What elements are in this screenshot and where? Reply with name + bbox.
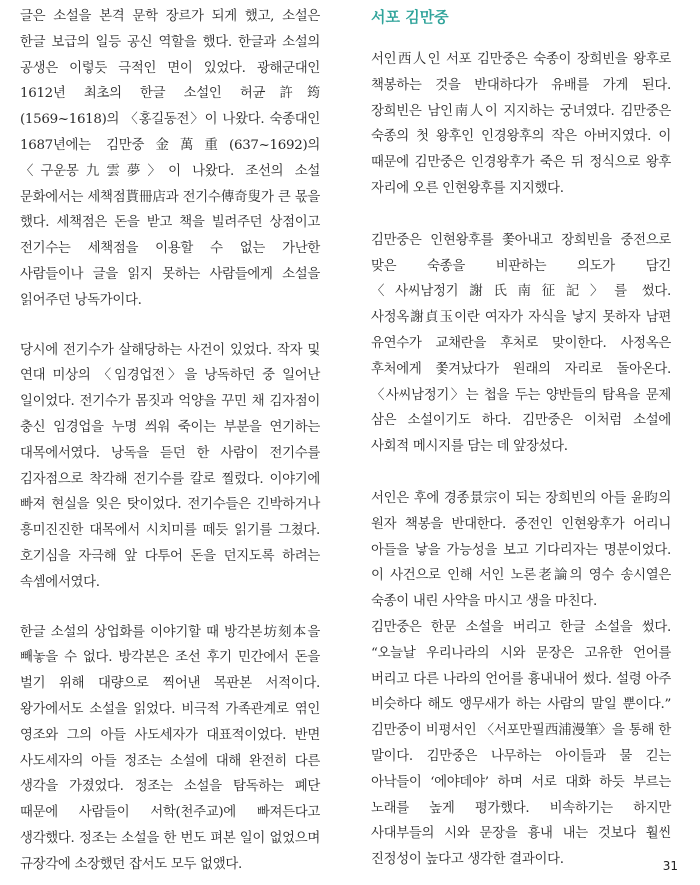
sidebar-column bbox=[371, 0, 671, 873]
main-text-column bbox=[20, 0, 320, 878]
sidebar-paragraph: 김만중은 인현왕후를 쫓아내고 장희빈을 중전으로 맞은 숙종을 비판하는 의도가 담긴 〈사씨남정기謝氏南征記〉를 썼다. 사정옥謝貞玉이란 여자가 자식을 낳지 못하자 남편 유연수가 교채란을 후처로 맞이한다. 사정옥은 후처에게 쫓겨났다가 원래의 자리로 돌아온다. 〈사씨남정기〉는 첩을 두는 양반들의 탐욕을 문제 삼은 소설이기도 하다. 김만중은 이처럼 소설에 사회적 메시지를 담는 데 앞장섰다. bbox=[371, 232, 671, 455]
sidebar-paragraph: 서인은 후에 경종景宗이 되는 장희빈의 아들 윤昀의 원자 책봉을 반대한다. 중전인 인현왕후가 어리니 아들을 낳을 가능성을 보고 기다리자는 명분이었다. 이 사건으로 인해 서인 노론老論의 영수 송시열은 숙종이 내린 사약을 마시고 생을 마친다. bbox=[371, 490, 671, 610]
body-paragraph: 한글 소설의 상업화를 이야기할 때 방각본坊刻本을 빼놓을 수 없다. 방각본은 조선 후기 민간에서 돈을 벌기 위해 대량으로 찍어낸 목판본 서적이다. 왕가에서도 소설을 읽었다. 비극적 가족관계로 엮인 영조와 그의 아들 사도세자가 대표적이었다. 반면 사도세자의 아들 정조는 소설에 대해 완전히 다른 생각을 가졌었다. 정조는 소설을 탐독하는 폐단 때문에 사람들이 서학(천주교)에 빠져든다고 생각했다. 정조는 소설을 한 번도 펴본 일이 없었으며 규장각에 소장했던 잡서도 모두 없앴다. bbox=[20, 624, 320, 872]
page-number: 31 bbox=[662, 859, 678, 873]
body-paragraph: 글은 소설을 본격 문학 장르가 되게 했고, 소설은 한글 보급의 일등 공신 역할을 했다. 한글과 소설의 공생은 이렇듯 극적인 면이 있었다. 광해군대인 1612년 최초의 한글 소설인 허균許筠(1569~1618)의 〈홍길동전〉이 나왔다. 숙종대인 1687년에는 김만중金萬重(637~1692)의 〈구운몽九雲夢〉이 나왔다. 조선의 소설 문화에서는 세책점貰冊店과 전기수傳奇叟가 큰 몫을 했다. 세책점은 돈을 받고 책을 빌려주던 상점이고 전기수는 세책점을 이용할 수 없는 가난한 사람들이나 글을 읽지 못하는 사람들에게 소설을 읽어주던 낭독가이다. bbox=[20, 9, 320, 308]
sidebar-paragraph: 서인西人인 서포 김만중은 숙종이 장희빈을 왕후로 책봉하는 것을 반대하다가 유배를 가게 된다. 장희빈은 남인南人이 지지하는 궁녀였다. 김만중은 숙종의 첫 왕후인 인경왕후의 작은 아버지였다. 이 때문에 김만중은 인경왕후가 죽은 뒤 정식으로 왕후 자리에 오른 인현왕후를 지지했다. bbox=[371, 52, 671, 196]
body-paragraph: 당시에 전기수가 살해당하는 사건이 있었다. 작자 및 연대 미상의 〈임경업전〉을 낭독하던 중 일어난 일이었다. 전기수가 몸짓과 억양을 꾸민 채 김자점이 충신 임경업을 누명 씌워 죽이는 부분을 연기하는 대목에서였다. 낭독을 듣던 한 사람이 전기수를 김자점으로 착각해 전기수를 칼로 찔렀다. 이야기에 빠져 현실을 잊은 탓이었다. 전기수들은 긴박하거나 흥미진진한 대목에서 시치미를 떼듯 읽기를 그쳤다. 호기심을 자극해 앞 다투어 돈을 던지도록 하려는 속셈에서였다. bbox=[20, 342, 320, 590]
sidebar-paragraph: 김만중은 한문 소설을 버리고 한글 소설을 썼다. “오늘날 우리나라의 시와 문장은 고유한 언어를 버리고 다른 나라의 언어를 흉내내어 썼다. 설령 아주 비슷하다 해도 앵무새가 하는 사람의 말일 뿐이다.” 김만중이 비평서인 〈서포만필西浦漫筆〉을 통해 한 말이다. 김만중은 나무하는 아이들과 물 긷는 아낙들이 ‘에야데야’ 하며 서로 대화 하듯 부르는 노래를 높게 평가했다. 비속하기는 하지만 사대부들의 시와 문장을 흉내 내는 것보다 훨씬 진정성이 높다고 생각한 결과이다. bbox=[371, 619, 671, 868]
sidebar-title: 서포 김만중 bbox=[371, 8, 449, 26]
